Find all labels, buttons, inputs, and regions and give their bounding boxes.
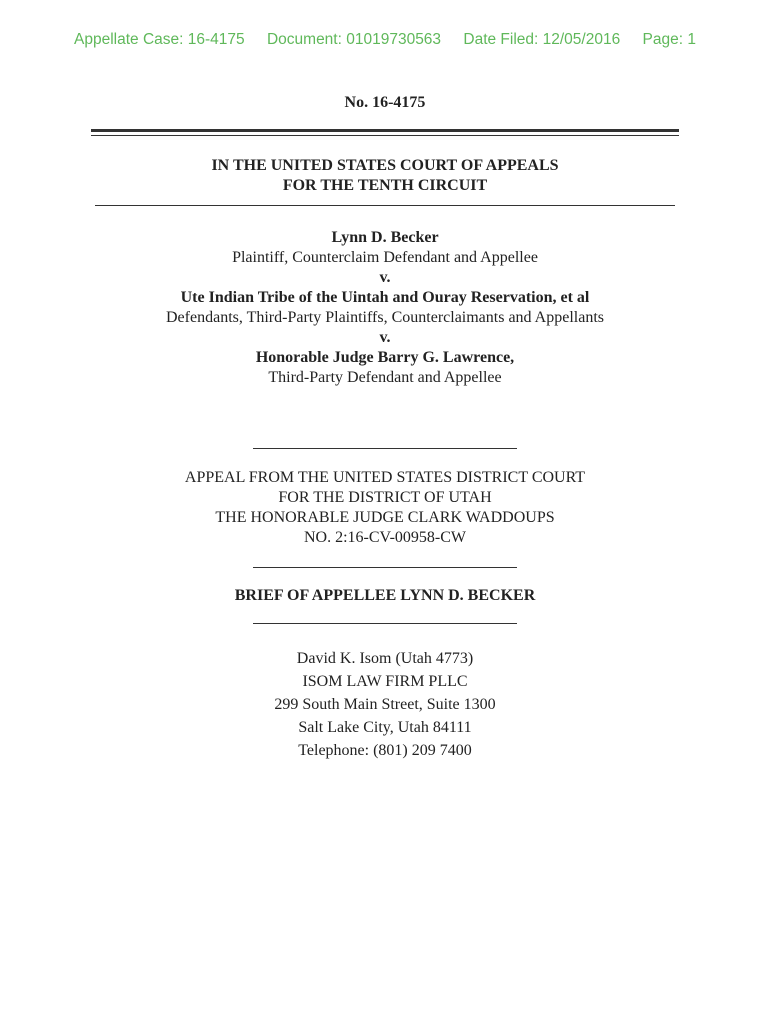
court-caption xyxy=(0,156,770,196)
stamp-page: Page: 1 xyxy=(642,31,696,48)
defendant-role: Defendants, Third-Party Plaintiffs, Counterclaimants and Appellants xyxy=(166,309,604,326)
appeal-line-1: APPEAL FROM THE UNITED STATES DISTRICT COURT xyxy=(184,469,586,486)
stamp-document: Document: 01019730563 xyxy=(266,31,442,48)
court-line-2: FOR THE TENTH CIRCUIT xyxy=(282,177,488,194)
third-party-role: Third-Party Defendant and Appellee xyxy=(268,369,502,386)
counsel-name: David K. Isom (Utah 4773) xyxy=(296,650,474,667)
filing-stamp xyxy=(0,31,770,49)
counsel-address-1: 299 South Main Street, Suite 1300 xyxy=(274,696,496,713)
versus: v. xyxy=(379,329,391,346)
divider xyxy=(253,567,517,568)
appeal-line-2: FOR THE DISTRICT OF UTAH xyxy=(278,489,492,506)
versus: v. xyxy=(379,269,391,286)
appeal-caption xyxy=(0,468,770,548)
divider xyxy=(95,205,675,206)
court-line-1: IN THE UNITED STATES COURT OF APPEALS xyxy=(211,157,559,174)
docket-number: No. 16-4175 xyxy=(344,94,426,111)
parties xyxy=(0,228,770,388)
stamp-date-filed: Date Filed: 12/05/2016 xyxy=(463,31,621,48)
defendant-name: Ute Indian Tribe of the Uintah and Ouray Reservation, et al xyxy=(180,289,590,306)
counsel-address-2: Salt Lake City, Utah 84111 xyxy=(298,719,472,736)
double-divider xyxy=(91,129,679,136)
plaintiff-name: Lynn D. Becker xyxy=(331,229,439,246)
appeal-line-3: THE HONORABLE JUDGE CLARK WADDOUPS xyxy=(215,509,555,526)
divider xyxy=(253,623,517,624)
plaintiff-role: Plaintiff, Counterclaim Defendant and Appellee xyxy=(232,249,538,266)
third-party-name: Honorable Judge Barry G. Lawrence, xyxy=(255,349,515,366)
brief-title: BRIEF OF APPELLEE LYNN D. BECKER xyxy=(234,587,536,604)
counsel-firm: ISOM LAW FIRM PLLC xyxy=(302,673,468,690)
divider xyxy=(253,448,517,449)
counsel-telephone: Telephone: (801) 209 7400 xyxy=(298,742,472,759)
counsel-block xyxy=(0,647,770,762)
appeal-line-4: NO. 2:16-CV-00958-CW xyxy=(303,529,467,546)
stamp-case: Appellate Case: 16-4175 xyxy=(74,31,245,48)
